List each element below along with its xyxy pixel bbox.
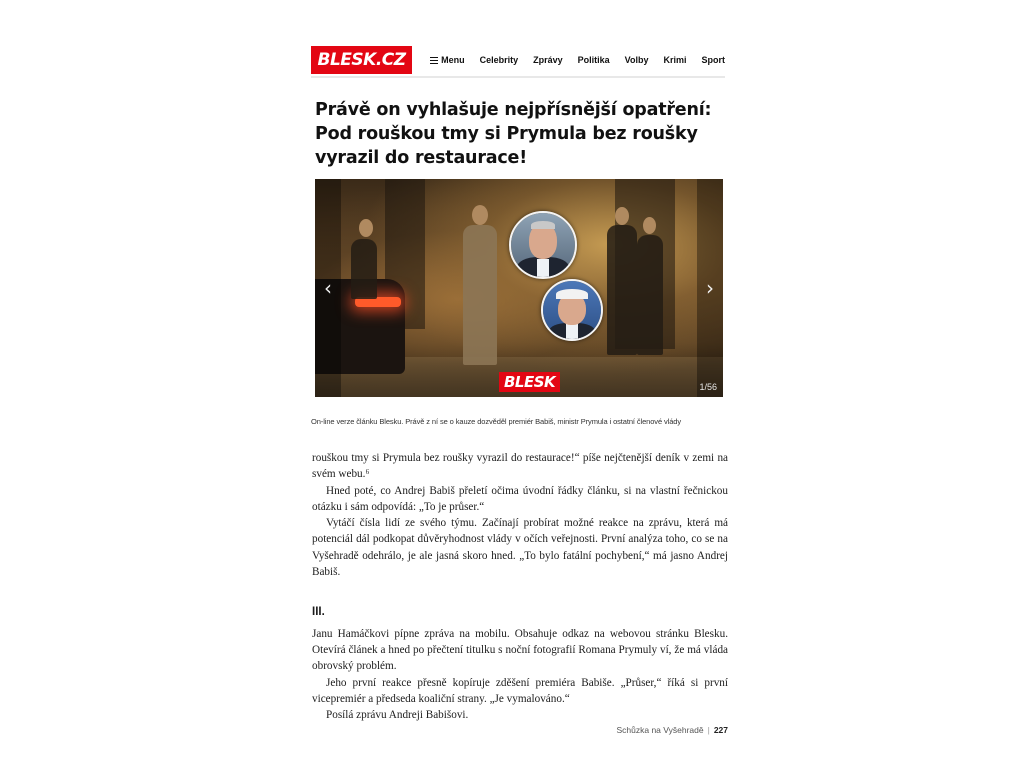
header-divider	[311, 76, 725, 78]
body-paragraph: Hned poté, co Andrej Babiš přeletí očima úvodní řádky článku, si na vlastní řečnickou otázku i sám odpovídá: „To je průser.“	[312, 484, 728, 513]
site-header	[311, 45, 725, 75]
photo-watermark-logo: BLESK	[499, 372, 560, 392]
body-paragraph: rouškou tmy si Prymula bez roušky vyrazil do restaurace!“ píše nejčtenější deník v zemi na svém webu.⁶	[312, 452, 728, 481]
nav-item-label: Menu	[441, 55, 465, 65]
section-heading: III.	[312, 606, 325, 619]
body-paragraph: Janu Hamáčkovi pípne zpráva na mobilu. Obsahuje odkaz na webovou stránku Blesku. Otevírá článek a hned po přečtení titulku s noční fotografií Romana Prymuly ví, že má vláda obrovský problém.	[312, 627, 728, 673]
body-paragraph: Jeho první reakce přesně kopíruje zděšení premiéra Babiše. „Průser,“ říká si první vicepremiér a předseda koaliční strany. „Je vymalováno.“	[312, 676, 728, 705]
nav-item-krimi[interactable]: Krimi	[663, 55, 687, 65]
nav-item-zpravy[interactable]: Zprávy	[533, 55, 563, 65]
photo-caption: On-line verze článku Blesku. Právě z ní se o kauze dozvěděl premiér Babiš, ministr Prymula i ostatní členové vlády	[311, 417, 682, 426]
gallery-counter: 1/56	[699, 382, 717, 392]
nav-item-sport[interactable]: Sport	[701, 55, 725, 65]
nav-item-menu[interactable]	[430, 55, 465, 65]
blesk-logo[interactable]: BLESK.CZ	[311, 46, 412, 74]
article-title: Právě on vyhlašuje nejpřísnější opatření: Pod rouškou tmy si Prymula bez roušky vyrazil do restaurace!	[315, 100, 712, 168]
nav-item-celebrity[interactable]: Celebrity	[479, 55, 519, 65]
gallery-prev-button[interactable]: ‹	[315, 179, 341, 397]
running-footer-chapter: Schůzka na Vyšehradě	[616, 725, 704, 735]
web-article-screenshot	[311, 45, 725, 426]
footer-separator: |	[707, 725, 710, 735]
nav-item-volby[interactable]: Volby	[624, 55, 649, 65]
body-paragraph: Vytáčí čísla lidí ze svého týmu. Začínají probírat možné reakce na zprávu, která má potenciál dál podkopat důvěryhodnost vlády v očích veřejnosti. První analýza toho, co se na Vyšehradě odehrálo, je ale jasná skoro hned. „To bylo fatální pochybení,“ má jasno Andrej Babiš.	[312, 517, 728, 579]
book-body-text	[312, 450, 728, 723]
hamburger-icon	[430, 57, 438, 64]
main-nav	[430, 55, 725, 65]
page-number: 227	[713, 725, 728, 735]
portrait-inset-bottom	[541, 279, 603, 341]
portrait-inset-top	[509, 211, 577, 279]
page-footer	[560, 725, 728, 735]
body-paragraph: Posílá zprávu Andreji Babišovi.	[326, 709, 469, 722]
gallery-next-button[interactable]: ›	[697, 179, 723, 397]
nav-item-politika[interactable]: Politika	[577, 55, 610, 65]
article-photo-gallery[interactable]	[315, 179, 723, 397]
